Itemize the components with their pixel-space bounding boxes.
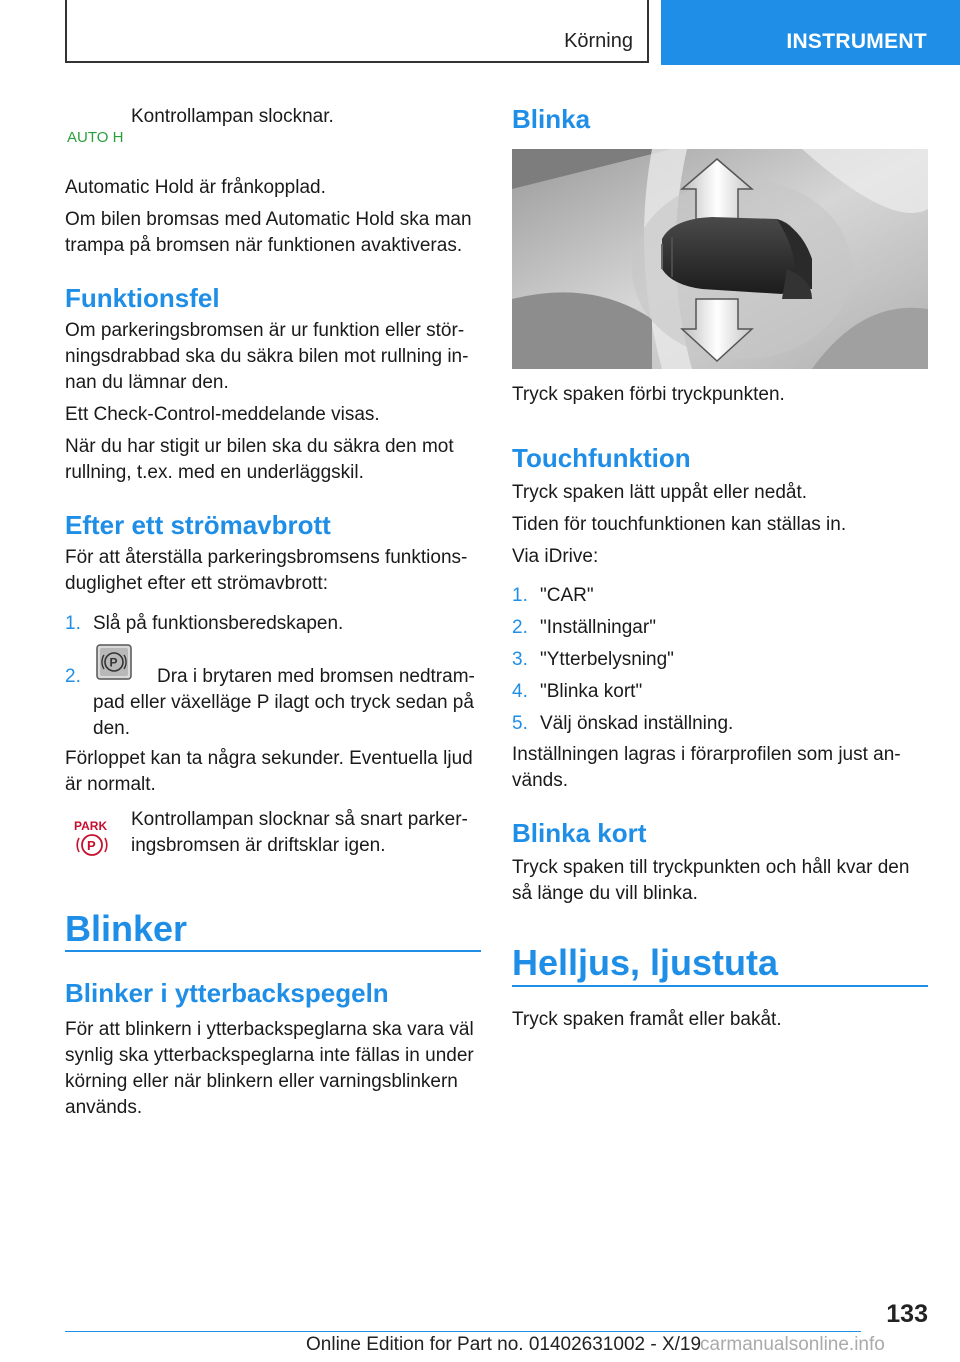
header-section-box <box>65 0 649 63</box>
step-text: Välj önskad inställning. <box>540 713 734 734</box>
step-number: 3. <box>512 649 528 670</box>
kort-line-2: så länge du vill blinka. <box>512 883 698 904</box>
autohold-text: Automatic Hold är frånkopplad. <box>65 177 326 198</box>
step-text: "CAR" <box>540 585 594 606</box>
stigit-line-1: När du har stigit ur bilen ska du säkra den mot <box>65 436 454 457</box>
forloppet-line-1: Förloppet kan ta några sekunder. Eventuella ljud <box>65 748 473 769</box>
heading-touchfunktion: Touchfunktion <box>512 443 691 473</box>
kontroll-text: Kontrollampan slocknar. <box>131 106 334 127</box>
step-text: Dra i brytaren med bromsen nedtram- <box>157 666 475 687</box>
page-number: 133 <box>886 1300 928 1328</box>
bromsas-line-1: Om bilen bromsas med Automatic Hold ska man <box>65 209 472 230</box>
park-line-1: Kontrollampan slocknar så snart parker- <box>131 809 468 830</box>
touch-text-1: Tryck spaken lätt uppåt eller nedåt. <box>512 482 808 503</box>
efter-line-1: För att återställa parkeringsbromsens funktions- <box>65 547 468 568</box>
svg-text:P: P <box>109 655 118 670</box>
heading-blinka: Blinka <box>512 104 591 134</box>
header-chapter-box <box>661 0 960 65</box>
park-indicator-icon <box>72 818 112 858</box>
svg-text:P: P <box>87 838 96 853</box>
heading-rule <box>512 985 928 987</box>
heading-blinker: Blinker <box>65 908 188 949</box>
footer-rule <box>65 1331 861 1332</box>
step-text: "Inställningar" <box>540 617 656 638</box>
step-text: den. <box>93 718 130 739</box>
auto-hold-icon-text: AUTO H <box>67 129 123 146</box>
turn-signal-lever-illustration <box>512 149 928 369</box>
header-chapter-label: INSTRUMENT <box>786 30 927 53</box>
via-idrive-text: Via iDrive: <box>512 546 599 567</box>
ytter-line-2: synlig ska ytterbackspeglarna inte fällas in under <box>65 1045 474 1066</box>
step-text: "Blinka kort" <box>540 681 643 702</box>
park-icon-text: PARK <box>74 819 108 833</box>
heading-helljus: Helljus, ljustuta <box>512 942 779 983</box>
lagras-line-2: vänds. <box>512 770 568 791</box>
touch-text-2: Tiden för touchfunktionen kan ställas in. <box>512 514 847 535</box>
efter-line-2: duglighet efter ett strömavbrott: <box>65 573 328 594</box>
forloppet-line-2: är normalt. <box>65 774 156 795</box>
footer-edition: Online Edition for Part no. 01402631002 - X/19 <box>306 1334 702 1355</box>
ytter-line-1: För att blinkern i ytterbackspeglarna ska vara väl <box>65 1019 474 1040</box>
step-number: 1. <box>512 585 528 606</box>
park-line-2: ingsbromsen är driftsklar igen. <box>131 835 386 856</box>
heading-blinka-kort: Blinka kort <box>512 818 647 848</box>
heading-ytterbackspegeln: Blinker i ytterbackspegeln <box>65 978 389 1008</box>
helljus-text: Tryck spaken framåt eller bakåt. <box>512 1009 782 1030</box>
step-text: Slå på funktionsberedskapen. <box>93 613 344 634</box>
heading-rule <box>65 950 481 952</box>
parking-brake-switch-icon <box>96 644 132 680</box>
step-number: 4. <box>512 681 528 702</box>
funktionsfel-line-3: nan du lämnar den. <box>65 372 229 393</box>
ytter-line-3: körning eller när blinkern eller varningsblinkern <box>65 1071 458 1092</box>
heading-efter-strombrott: Efter ett strömavbrott <box>65 510 331 540</box>
step-number: 2. <box>512 617 528 638</box>
step-text: "Ytterbelysning" <box>540 649 674 670</box>
stigit-line-2: rullning, t.ex. med en underläggskil. <box>65 462 364 483</box>
auto-hold-icon <box>65 126 123 146</box>
step-text: pad eller växelläge P ilagt och tryck sedan på <box>93 692 474 713</box>
kort-line-1: Tryck spaken till tryckpunkten och håll kvar den <box>512 857 910 878</box>
header-section-label: Körning <box>564 30 633 52</box>
step-number: 1. <box>65 613 81 634</box>
funktionsfel-line-2: ningsdrabbad ska du säkra bilen mot rullning in- <box>65 346 469 367</box>
check-text: Ett Check-Control-meddelande visas. <box>65 404 380 425</box>
step-number: 2. <box>65 666 81 687</box>
footer-watermark: carmanualsonline.info <box>700 1334 885 1355</box>
lagras-line-1: Inställningen lagras i förarprofilen som just an- <box>512 744 901 765</box>
step-number: 5. <box>512 713 528 734</box>
funktionsfel-line-1: Om parkeringsbromsen är ur funktion eller stör- <box>65 320 465 341</box>
ytter-line-4: används. <box>65 1097 143 1118</box>
bromsas-line-2: trampa på bromsen när funktionen avaktiveras. <box>65 235 463 256</box>
tryck-text: Tryck spaken förbi tryckpunkten. <box>512 384 785 405</box>
heading-funktionsfel: Funktionsfel <box>65 283 220 313</box>
